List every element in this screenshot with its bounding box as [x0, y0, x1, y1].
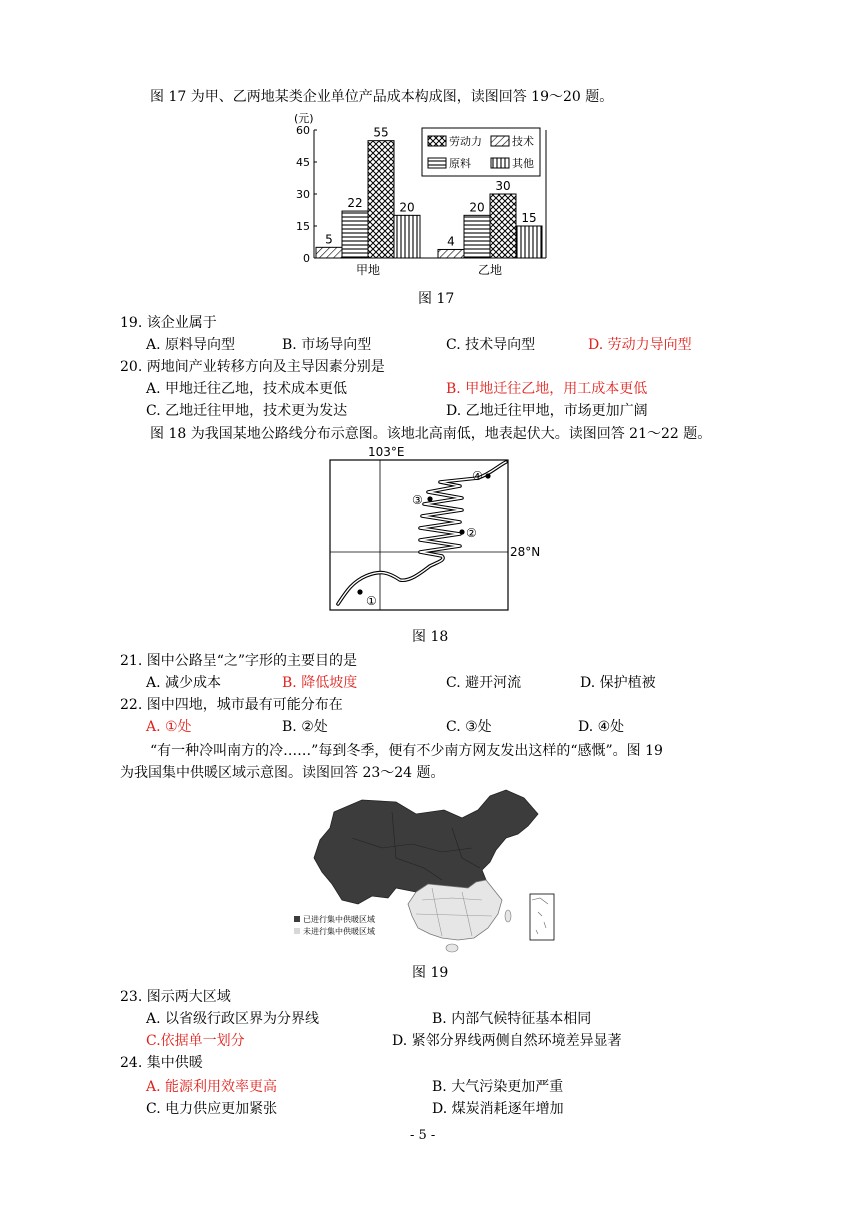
point-1-label: ①: [366, 594, 377, 608]
q22-option-d: D. ④处: [578, 719, 625, 735]
legend-dark-swatch: [294, 916, 300, 922]
bar-value-label: 22: [347, 196, 363, 211]
q22-stem: 22. 图中四地，城市最有可能分布在: [120, 697, 343, 713]
q20-option-c: C. 乙地迁往甲地，技术更为发达: [146, 403, 348, 419]
lat-label: 28°N: [510, 545, 541, 559]
q19-option-a: A. 原料导向型: [146, 337, 236, 353]
q23-stem: 23. 图示两大区域: [120, 989, 231, 1005]
legend-label-labor: 劳动力: [449, 135, 482, 148]
intro-fig19-line1: “有一种冷叫南方的冷……”每到冬季，便有不少南方网友发出这样的“感慨”。图 19: [150, 743, 663, 759]
q23-option-d: D. 紧邻分界线两侧自然环境差异显著: [392, 1033, 622, 1049]
q22-option-b: B. ②处: [282, 719, 328, 735]
south-sea-inset: [530, 894, 554, 940]
bar-value-label: 20: [469, 200, 485, 215]
bar-1-2: [490, 194, 516, 258]
intro-fig17: 图 17 为甲、乙两地某类企业单位产品成本构成图，读图回答 19～20 题。: [150, 89, 614, 105]
q23-option-a: A. 以省级行政区界为分界线: [146, 1011, 320, 1027]
bar-value-label: 4: [447, 234, 455, 249]
fig18-caption: 图 18: [412, 629, 449, 645]
q20-option-d: D. 乙地迁往甲地，市场更加广阔: [446, 403, 648, 419]
q21-stem: 21. 图中公路呈“之”字形的主要目的是: [120, 653, 358, 669]
fig18-road-map: [310, 442, 570, 622]
legend-dark-label: 已进行集中供暖区域: [303, 915, 375, 924]
q20-option-a: A. 甲地迁往乙地，技术成本更低: [146, 381, 348, 397]
q24-option-a: A. 能源利用效率更高: [146, 1079, 278, 1095]
q21-option-d: D. 保护植被: [580, 675, 656, 691]
q21-option-c: C. 避开河流: [446, 675, 522, 691]
page-number: - 5 -: [410, 1128, 436, 1143]
fig19-caption: 图 19: [412, 965, 449, 981]
bar-value-label: 30: [495, 179, 511, 193]
bar-0-3: [394, 215, 420, 258]
y-tick-label: 15: [296, 220, 310, 233]
unheated-region: [408, 880, 502, 940]
q22-option-c: C. ③处: [446, 719, 492, 735]
bar-1-0: [438, 249, 464, 258]
bar-1-3: [516, 226, 542, 258]
q19-option-b: B. 市场导向型: [282, 337, 372, 353]
q23-option-b: B. 内部气候特征基本相同: [432, 1011, 592, 1027]
q23-option-c: C.依据单一划分: [146, 1033, 245, 1049]
legend-light-swatch: [294, 928, 300, 934]
q22-option-a: A. ①处: [146, 719, 192, 735]
legend-label-material: 原料: [449, 157, 471, 170]
legend-light-label: 未进行集中供暖区域: [303, 927, 375, 936]
y-tick-label: 0: [303, 252, 310, 265]
taiwan-island: [505, 910, 511, 922]
q20-stem: 20. 两地间产业转移方向及主导因素分别是: [120, 359, 385, 375]
lon-label: 103°E: [368, 445, 405, 459]
q19-stem: 19. 该企业属于: [120, 315, 217, 331]
q19-option-c: C. 技术导向型: [446, 337, 536, 353]
y-tick-label: 45: [296, 156, 310, 169]
fig17-caption: 图 17: [418, 291, 455, 307]
fig17-chart: [292, 108, 552, 280]
point-2-label: ②: [466, 526, 477, 540]
bar-0-0: [316, 247, 342, 258]
q21-option-a: A. 减少成本: [146, 675, 222, 691]
point-4-label: ④: [472, 469, 483, 483]
q24-option-d: D. 煤炭消耗逐年增加: [432, 1101, 564, 1117]
fig19-heating-map: [292, 788, 562, 958]
bar-value-label: 15: [521, 211, 537, 225]
point-2-dot: [459, 529, 464, 534]
legend-label-tech: 技术: [512, 135, 534, 148]
q20-option-b: B. 甲地迁往乙地，用工成本更低: [446, 381, 648, 397]
point-4-dot: [485, 473, 490, 478]
legend-label-other: 其他: [512, 157, 534, 170]
bar-value-label: 55: [373, 125, 389, 140]
bar-value-label: 20: [399, 200, 415, 215]
category-label: 乙地: [477, 263, 503, 277]
bar-value-label: 5: [325, 232, 333, 247]
bar-1-1: [464, 215, 490, 258]
intro-fig18: 图 18 为我国某地公路线分布示意图。该地北高南低，地表起伏大。读图回答 21～22 题。: [150, 426, 712, 442]
hainan-island: [446, 944, 458, 952]
point-1-dot: [357, 589, 362, 594]
q21-option-b: B. 降低坡度: [282, 675, 358, 691]
q24-option-b: B. 大气污染更加严重: [432, 1079, 564, 1095]
bar-0-2: [368, 141, 394, 258]
intro-fig19-line2: 为我国集中供暖区域示意图。读图回答 23～24 题。: [120, 765, 445, 781]
y-tick-label: 60: [296, 124, 310, 137]
point-3-dot: [427, 496, 432, 501]
q24-option-c: C. 电力供应更加紧张: [146, 1101, 278, 1117]
legend-swatch-material: [428, 158, 446, 168]
q19-option-d: D. 劳动力导向型: [588, 337, 692, 353]
legend-swatch-other: [491, 158, 509, 168]
legend-swatch-tech: [491, 136, 509, 146]
bar-0-1: [342, 211, 368, 258]
point-3-label: ③: [412, 493, 423, 507]
legend-swatch-labor: [428, 136, 446, 146]
q24-stem: 24. 集中供暖: [120, 1055, 203, 1071]
y-tick-label: 30: [296, 188, 310, 201]
y-unit-label: (元): [294, 112, 314, 125]
category-label: 甲地: [355, 263, 381, 277]
